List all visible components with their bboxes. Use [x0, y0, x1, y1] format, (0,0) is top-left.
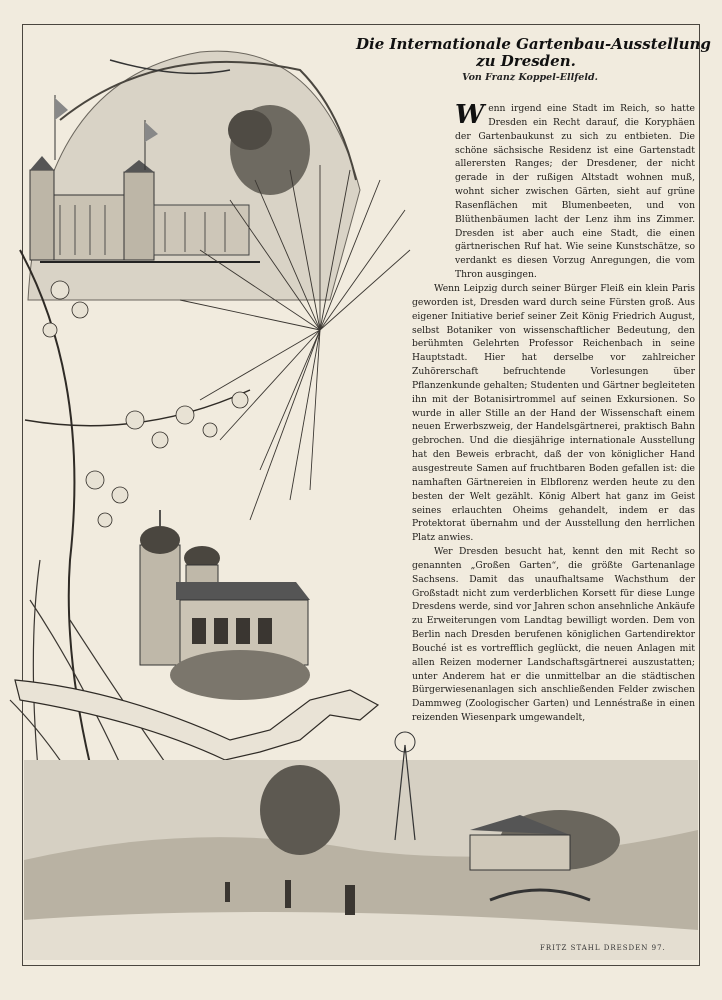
exhibition-vignette — [28, 51, 360, 300]
article-text-column-2 — [412, 282, 695, 725]
paragraph-1: enn irgend eine Stadt im Reich, so hatte Dresden ein Recht darauf, die Koryphäen der Gartenbaukunst zu sich zu entbieten. Die schöne sächsische Residenz ist eine Gartenstadt allerersten Ranges; der Dresdener, der nicht gerade in der rußigen Altstadt wohnen muß, wohnt sicher zwischen Gärten, sieht auf grüne Rasenflächen mit Blumenbeeten, und von Blüthenbäumen lacht der Lenz ihm ins Zimmer. Dresden ist aber auch eine Stadt, die einen gärtnerischen Ruf hat. Wie seine Kunstschätze, so verdankt es diesen Vorzug Anregungen, die vom Thron ausgingen. — [455, 103, 695, 281]
park-landscape — [24, 732, 698, 960]
paragraph-2: Wenn Leipzig durch seiner Bürger Fleiß ein klein Paris geworden ist, Dresden ward durch seine Fürsten groß. Aus eigener Initiative berief seiner Zeit König Friedrich August, selbst Botaniker von wissenschaftlicher Bedeutung, den berühmten Gelehrten Professor Reichenbach in seine Hauptstadt. Hier hat derselbe vor zahlreicher Zuhörerschaft befruchtende Vorlesungen über Pflanzenkunde gehalten; Studenten und Gärtner begleiteten ihn mit der Botanisirtrommel auf seinen Exkursionen. So wurde in aller Stille an der Hand der Wissenschaft einem neuen Erwerbszweig, der Handelsgärtnerei, praktisch Bahn gebrochen. Und die diesjährige internationale Ausstellung hat den Beweis erbracht, daß der von königlicher Hand ausgestreute Samen auf fruchtbaren Boden gefallen ist: die namhaften Gärtnereien in Elbflorenz werden heute zu den besten der Welt gezählt. König Albert hat ganz im Geist seines erlauchten Oheims gehandelt, indem er das Protektorat übernahm und der Ausstellung den herrlichen Platz anwies. — [412, 283, 695, 544]
article-text-column-1 — [455, 102, 695, 282]
artist-signature: FRITZ STAHL DRESDEN 97. — [540, 944, 666, 952]
title-line-1: Die Internationale Gartenbau-Ausstellung — [356, 35, 711, 53]
drop-cap: W — [455, 100, 485, 130]
paragraph-3: Wer Dresden besucht hat, kennt den mit Recht so genannten „Großen Garten“, die größte Gartenanlage Sachsens. Damit das unaufhaltsame Wachsthum der Großstadt nicht zum verderblichen Korsett für diese Lunge Dresdens werde, sind vor Jahren schon ansehnliche Ankäufe zu Erweiterungen vom Landtag bewilligt worden. Dem von Berlin nach Dresden berufenen königlichen Gartendirektor Bouché ist es vortrefflich geglückt, die neuen Anlagen mit allen Reizen moderner Landschaftsgärtnerei auszustatten; unter Anderem hat er die unmittelbar an die städtischen Bürgerwiesenanlagen sich anschließenden Felder zwischen Dammweg (Zoologischer Garten) und Lennéstraße in einen reizenden Wiesenpark umgewandelt, — [412, 546, 695, 724]
pavilion-illustration — [140, 510, 310, 700]
author-byline: Von Franz Koppel-Ellfeld. — [462, 72, 598, 83]
title-line-2: zu Dresden. — [476, 52, 576, 70]
article-title — [356, 35, 711, 70]
